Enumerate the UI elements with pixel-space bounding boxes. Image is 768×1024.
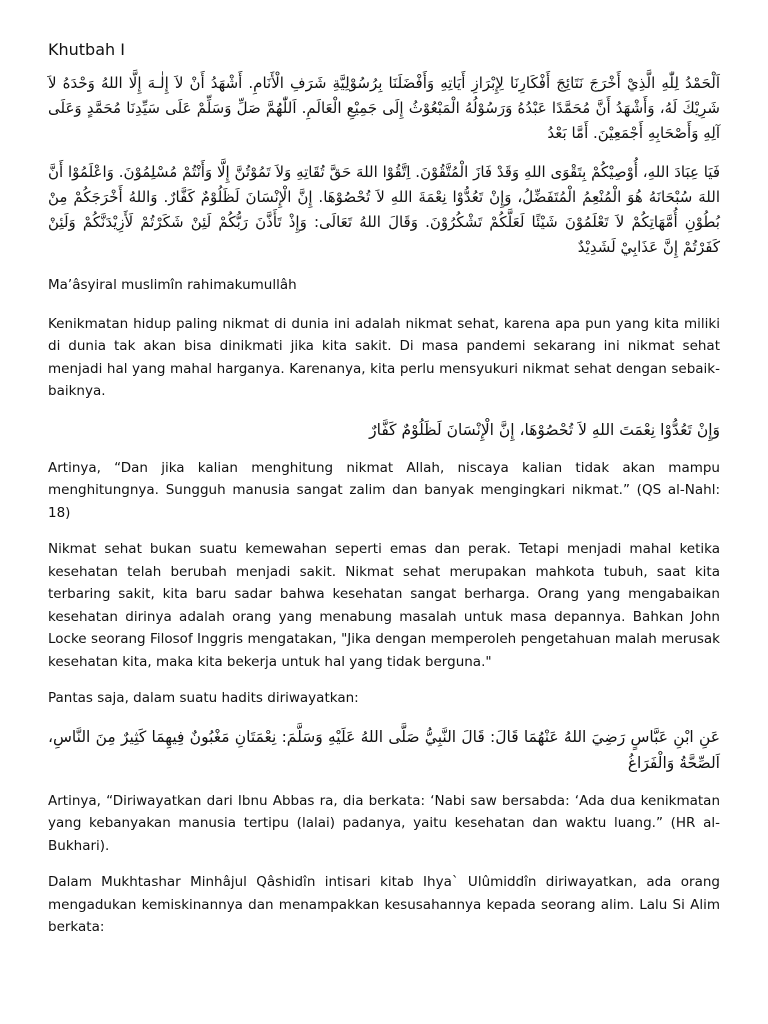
page-title: Khutbah I <box>48 40 125 59</box>
arabic-hadith: عَنِ ابْنِ عَبَّاسٍ رَضِيَ اللهُ عَنْهُمَا قَالَ: قَالَ النَّبِيُّ صَلَّى اللهُ عَلَيْهِ وَسَلَّمَ: نِعْمَتَانِ مَغْبُونٌ فِيهِمَا كَثِيرٌ مِنَ النَّاسِ، اَلصِّحَّةُ وَالْفَرَاغُ <box>48 727 720 772</box>
greeting-line: Ma’âsyiral muslimîn rahimakumullâh <box>48 277 297 293</box>
arabic-quran-verse: وَإِنْ تَعُدُّوْا نِعْمَتَ اللهِ لاَ تُحْصُوْهَا، إِنَّ الْإِنْسَانَ لَظَلُوْمٌ كَفَّارٌ <box>369 420 720 439</box>
arabic-opening-paragraph: اَلْحَمْدُ لِلّٰهِ الَّذِيْ أَخْرَجَ نَتَائِجَ أَفْكَارِنَا لِإِبْرَازِ أَيَاتِهِ وَأَفْضَلَنَا بِرُسُوْلِيَّةِ شَرَفِ الْأَنَامِ. أَشْهَدُ أَنْ لاَ إِلٰـهَ إِلَّا اللهُ وَحْدَهُ لاَ شَرِيْكَ لَهُ، وَأَشْهَدُ أَنَّ مُحَمَّدًا عَبْدُهُ وَرَسُوْلُهُ الْمَبْعُوْثُ إِلَى جَمِيْعِ الْعَالَمِ. اَللّٰهُمَّ صَلِّ وَسَلِّمْ عَلَى سَيِّدِنَا مُحَمَّدٍ وَعَلَى آلِهِ وَأَصْحَابِهِ أَجْمَعِيْنَ. أَمَّا بَعْدُ <box>48 74 720 142</box>
arabic-exhortation-paragraph: فَيَا عِبَادَ اللهِ، أُوْصِيْكُمْ بِتَقْوَى اللهِ وَقَدْ فَازَ الْمُتَّقُوْنَ. اِتَّقُوْا اللهَ حَقَّ تُقَاتِهِ وَلاَ تَمُوْتُنَّ إِلَّا وَأَنْتُمْ مُسْلِمُوْنَ. وَاعْلَمُوْا أَنَّ اللهَ سُبْحَانَهُ هُوَ الْمُنْعِمُ الْمُتَفَضِّلُ، وَإِنْ تَعُدُّوْا نِعْمَةَ اللهِ لاَ تُحْصُوْهَا. إِنَّ الْإِنْسَانَ لَظَلُوْمٌ كَفَّارٌ. وَاللهُ أَخْرَجَكُمْ مِنْ بُطُوْنِ أُمَّهَاتِكُمْ لاَ تَعْلَمُوْنَ شَيْئًا لَعَلَّكُمْ تَشْكُرُوْنَ. وَقَالَ اللهُ تَعَالَى: وَإِذْ تَأَذَّنَ رَبُّكُمْ لَئِنْ شَكَرْتُمْ لَأَزِيْدَنَّكُمْ وَلَئِنْ كَفَرْتُمْ إِنَّ عَذَابِيْ لَشَدِيْدٌ <box>48 163 720 256</box>
hadith-intro: Pantas saja, dalam suatu hadits diriwayatkan: <box>48 690 359 706</box>
verse-translation: Artinya, “Dan jika kalian menghitung nikmat Allah, niscaya kalian tidak akan mampu menghitungnya. Sungguh manusia sangat zalim dan banyak mengingkari nikmat.” (QS al-Nahl: 18) <box>48 459 720 521</box>
body-paragraph-health-blessing: Kenikmatan hidup paling nikmat di dunia ini adalah nikmat sehat, karena apa pun yang kita miliki di dunia tak akan bisa dinikmati jika kita sakit. Di masa pandemi sekarang ini nikmat sehat menjadi hal yang mahal harganya. Karenanya, kita perlu mensyukuri nikmat sehat dengan sebaik-baiknya. <box>48 315 720 399</box>
hadith-translation: Artinya, “Diriwayatkan dari Ibnu Abbas ra, dia berkata: ‘Nabi saw bersabda: ‘Ada dua kenikmatan yang kebanyakan manusia tertipu (lalai) padanya, yaitu kesehatan dan waktu luang.” (HR al-Bukhari). <box>48 792 720 854</box>
body-paragraph-health-value: Nikmat sehat bukan suatu kemewahan seperti emas dan perak. Tetapi menjadi mahal ketika kesehatan telah berubah menjadi sakit. Nikmat sehat merupakan mahkota tubuh, saat kita terbaring sakit, kita baru sadar bahwa kesehatan sangat berharga. Orang yang mengabaikan kesehatan dirinya adalah orang yang menabung masalah untuk masa depannya. Bahkan John Locke seorang Filosof Inggris mengatakan, "Jika dengan memperoleh pengetahuan malah merusak kesehatan kita, maka kita bekerja untuk hal yang tidak berguna." <box>48 541 720 670</box>
body-paragraph-story: Dalam Mukhtashar Minhâjul Qâshidîn intisari kitab Ihya` Ulûmiddîn diriwayatkan, ada orang mengadukan kemiskinannya dan menampakkan kesusahannya kepada seorang alim. Lalu Si Alim berkata: <box>48 874 720 935</box>
